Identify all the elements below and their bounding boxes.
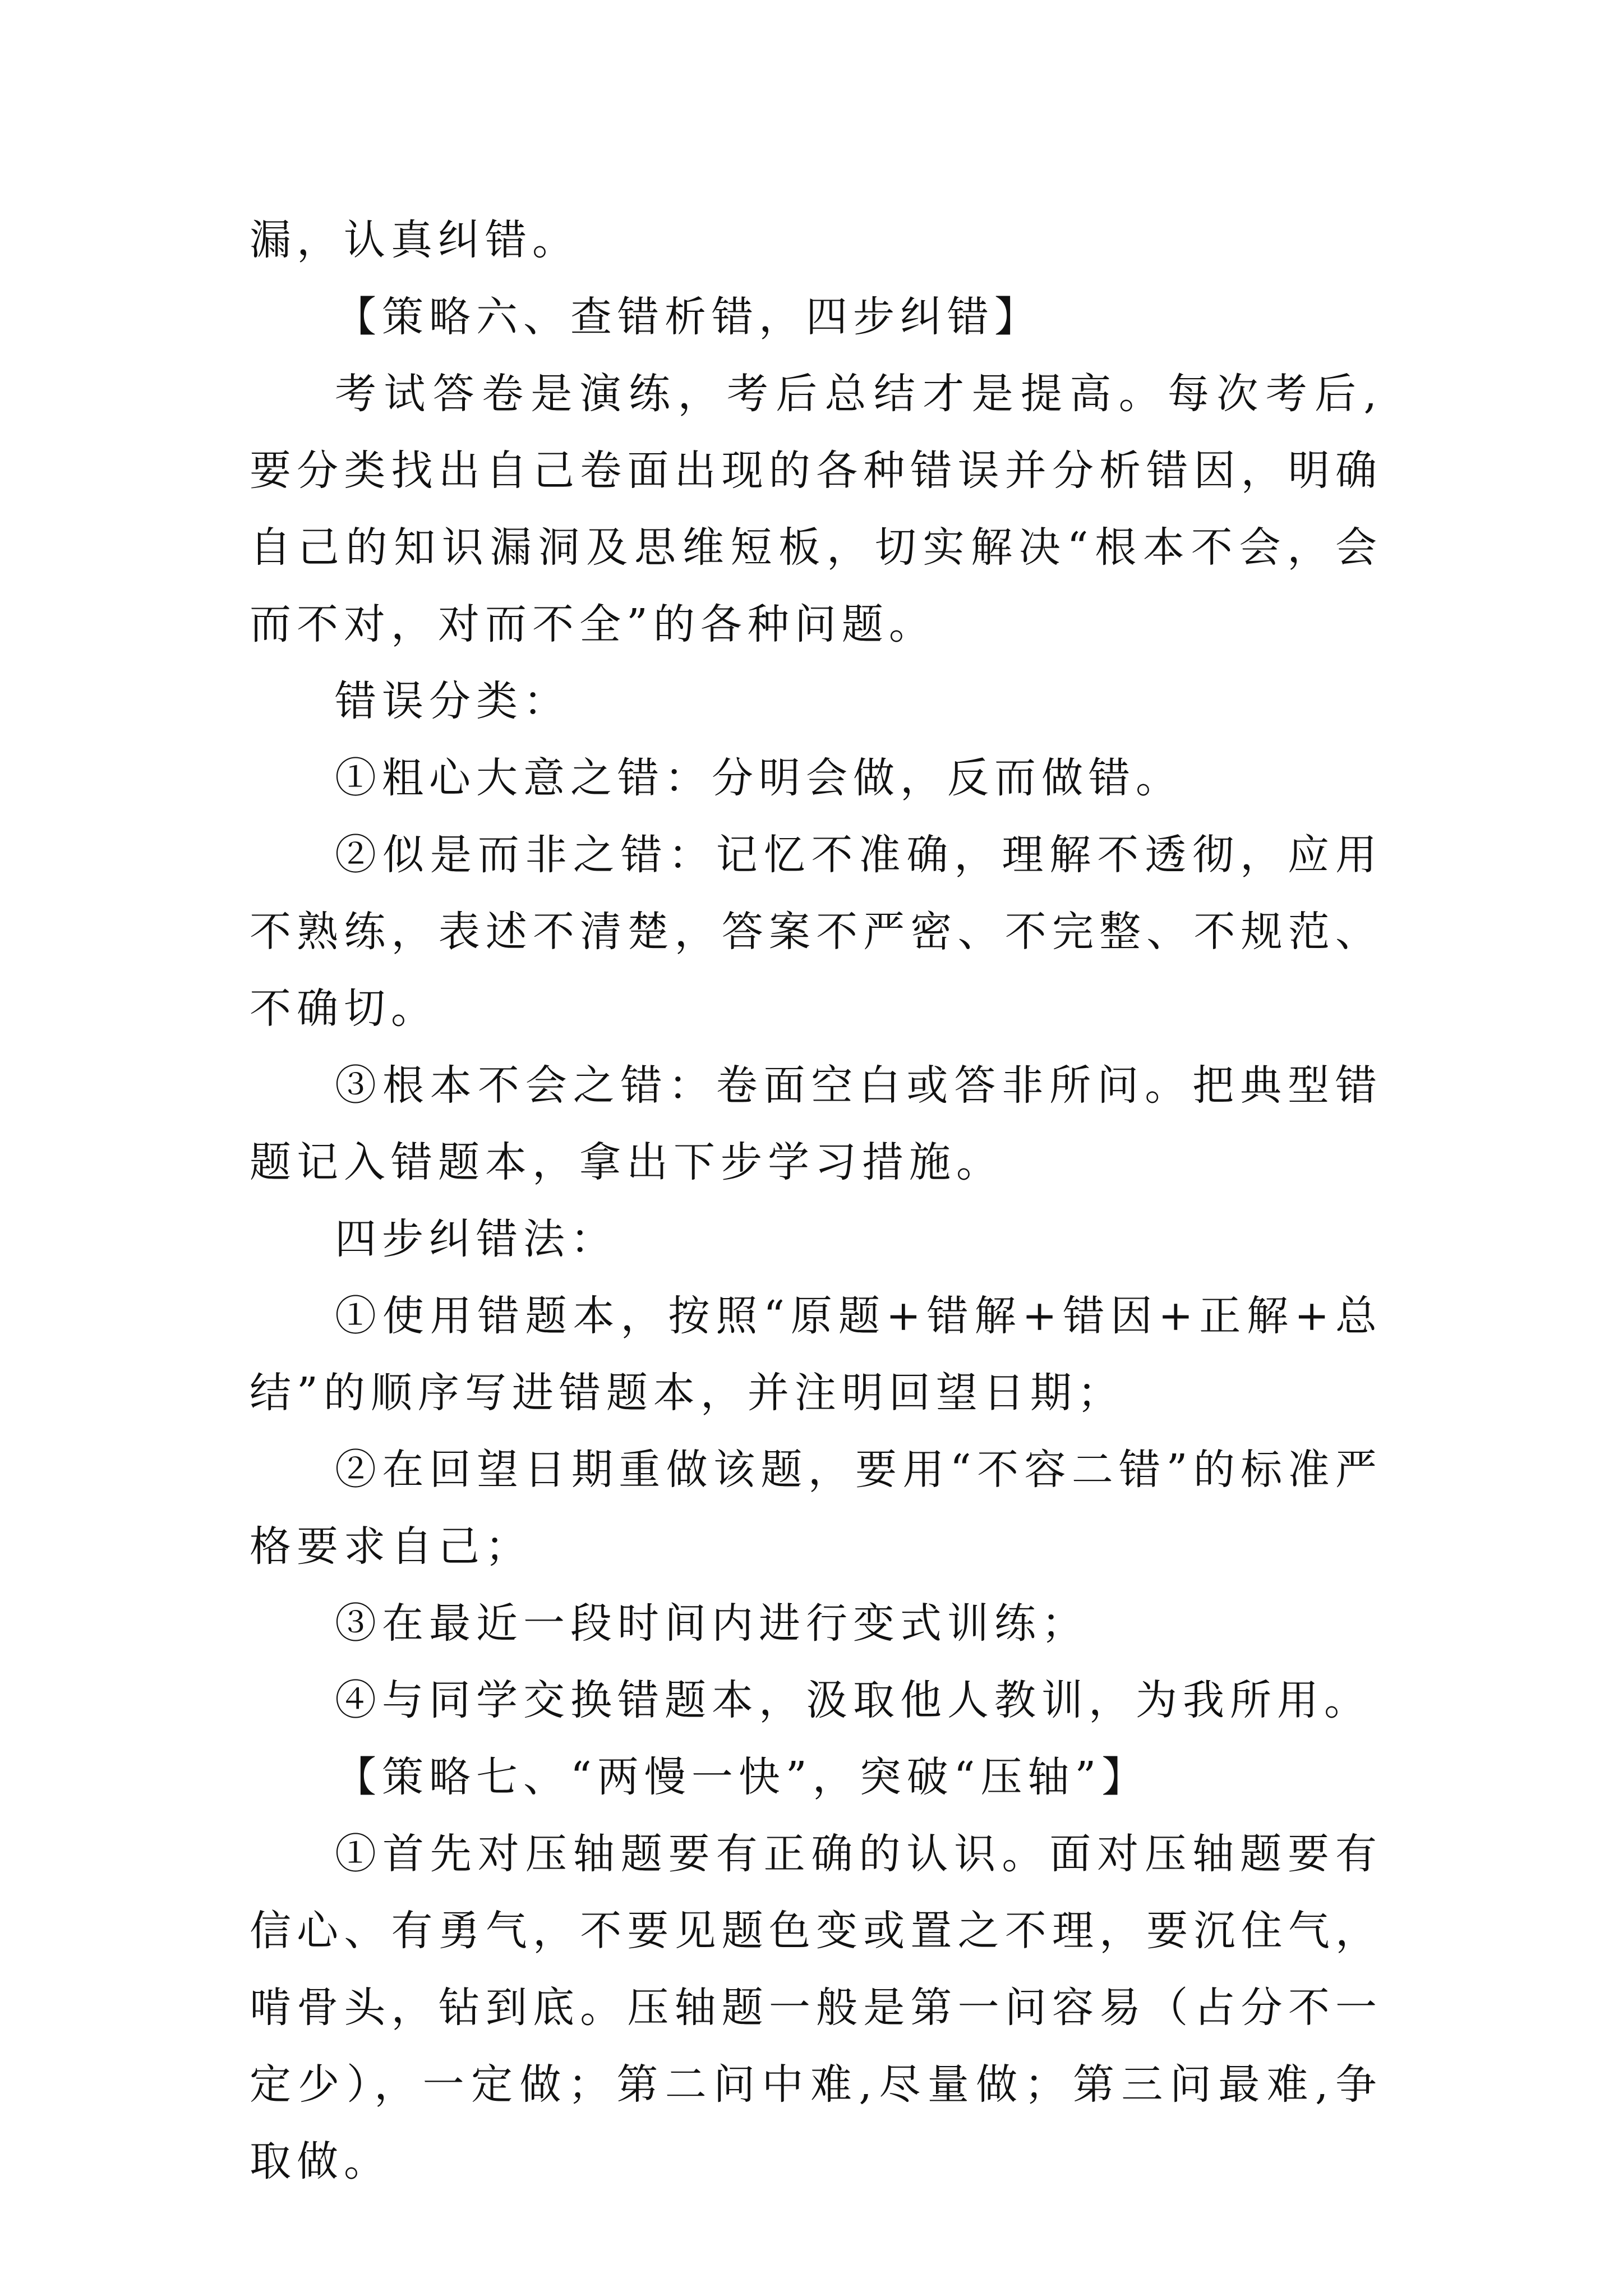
list-item-step-two: ②在回望日期重做该题，要用“不容二错”的标准严格要求自己；: [250, 1446, 1382, 1571]
list-item-unknown-errors: ③根本不会之错：卷面空白或答非所问。把典型错题记入错题本，拿出下步学习措施。: [250, 1061, 1382, 1186]
list-item-step-four: ④与同学交换错题本，汲取他人教训，为我所用。: [335, 1676, 1371, 1724]
list-item-seemingly-right-errors: ②似是而非之错：记忆不准确，理解不透彻，应用不熟练，表述不清楚，答案不严密、不完整、不规范、不确切。: [250, 831, 1382, 1033]
paragraph-exam-review: 考试答卷是演练，考后总结才是提高。每次考后,要分类找出自己卷面出现的各种错误并分析错因，明确自己的知识漏洞及思维短板，切实解决“根本不会，会而不对，对而不全”的各种问题。: [250, 370, 1382, 648]
paragraph-final-problem: ①首先对压轴题要有正确的认识。面对压轴题要有信心、有勇气，不要见题色变或置之不理，要沉住气，啃骨头，钻到底。压轴题一般是第一问容易（占分不一定少），一定做；第二问中难,尽量做；第三问最难,争取做。: [250, 1830, 1382, 2185]
body-text: [250, 202, 1382, 2200]
list-item-step-three: ③在最近一段时间内进行变式训练；: [335, 1599, 1089, 1648]
heading-strategy-six: 【策略六、查错析错，四步纠错】: [335, 293, 1041, 341]
subheading-error-types: 错误分类：: [335, 677, 570, 725]
heading-strategy-seven: 【策略七、“两慢一快”，突破“压轴”】: [335, 1753, 1149, 1801]
paragraph-continuation: 漏，认真纠错。: [250, 216, 579, 264]
subheading-four-step-method: 四步纠错法：: [335, 1215, 617, 1263]
list-item-careless-errors: ①粗心大意之错：分明会做，反而做错。: [335, 754, 1183, 802]
list-item-step-one: ①使用错题本，按照“原题+错解+错因+正解+总结”的顺序写进错题本，并注明回望日期；: [250, 1292, 1382, 1417]
